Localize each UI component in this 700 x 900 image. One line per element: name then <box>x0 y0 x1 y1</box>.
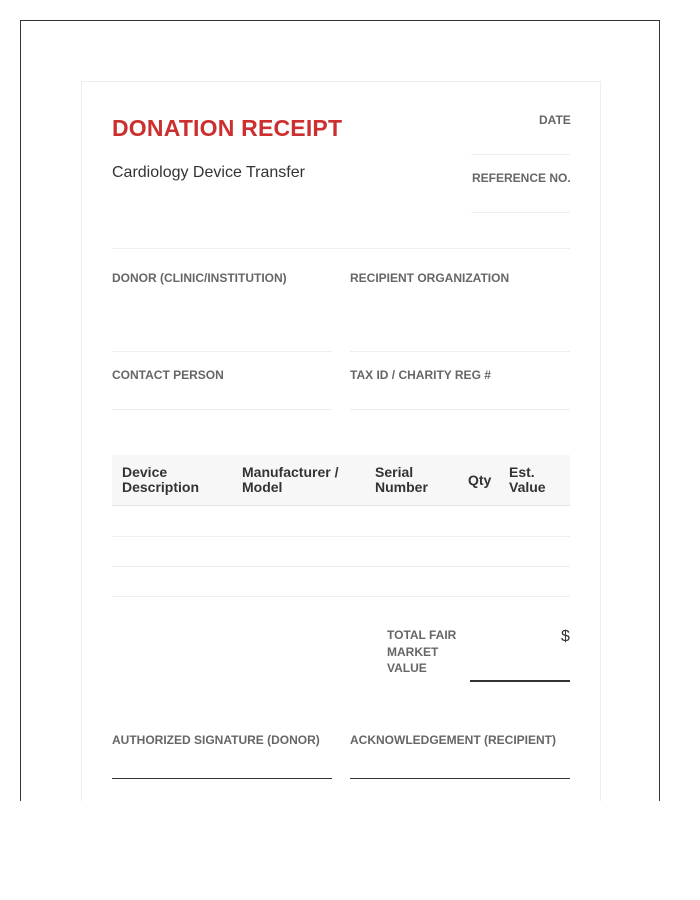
currency-symbol: $ <box>561 628 570 645</box>
recipient-signature-label: ACKNOWLEDGEMENT (RECIPIENT) <box>350 733 556 747</box>
donor-signature-label: AUTHORIZED SIGNATURE (DONOR) <box>112 733 320 747</box>
total-value-field-line[interactable] <box>470 680 570 682</box>
recipient-field-line[interactable] <box>350 351 570 352</box>
table-row[interactable] <box>112 566 570 567</box>
reference-field-line[interactable] <box>471 212 570 213</box>
section-divider <box>112 248 570 249</box>
column-header-device: Device Description <box>122 464 200 495</box>
donor-signature-line[interactable] <box>112 778 332 779</box>
reference-label: REFERENCE NO. <box>472 171 571 185</box>
tax-id-field-line[interactable] <box>350 409 570 410</box>
column-header-value: Est. Value <box>509 464 546 495</box>
table-row[interactable] <box>112 536 570 537</box>
contact-field-line[interactable] <box>112 409 332 410</box>
receipt-card <box>81 81 601 801</box>
receipt-title: DONATION RECEIPT <box>112 115 343 141</box>
recipient-signature-line[interactable] <box>350 778 570 779</box>
donor-label: DONOR (CLINIC/INSTITUTION) <box>112 271 287 285</box>
date-field-line[interactable] <box>471 154 570 155</box>
column-header-manufacturer: Manufacturer / Model <box>242 464 339 495</box>
contact-label: CONTACT PERSON <box>112 368 224 382</box>
donor-field-line[interactable] <box>112 351 332 352</box>
total-value-label: TOTAL FAIR MARKET VALUE <box>387 628 457 675</box>
table-header-border <box>112 505 570 506</box>
receipt-subtitle: Cardiology Device Transfer <box>112 164 305 181</box>
column-header-qty: Qty <box>468 472 492 488</box>
tax-id-label: TAX ID / CHARITY REG # <box>350 368 491 382</box>
column-header-serial: Serial Number <box>375 464 428 495</box>
date-label: DATE <box>539 113 571 127</box>
table-row[interactable] <box>112 596 570 597</box>
recipient-label: RECIPIENT ORGANIZATION <box>350 271 510 285</box>
